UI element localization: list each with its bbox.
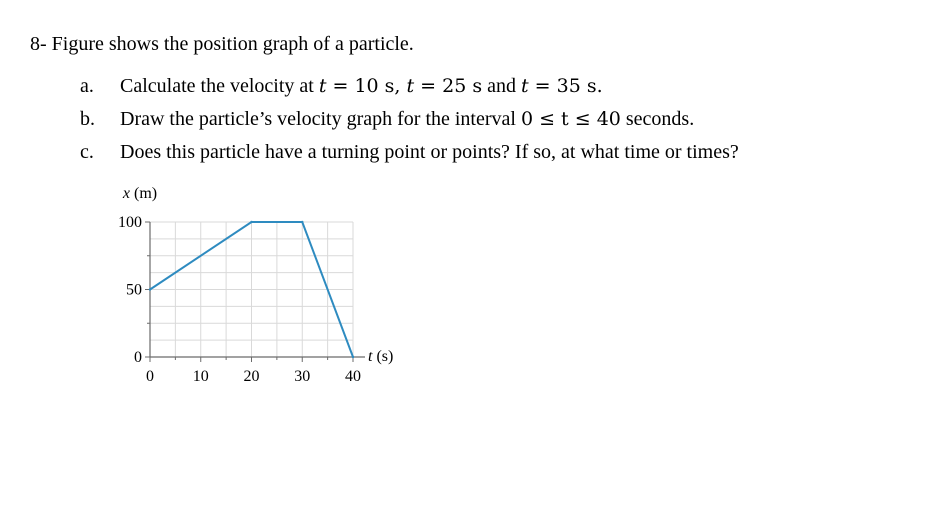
question-title: 8- Figure shows the position graph of a particle.	[30, 33, 414, 55]
item-c-text: Does this particle have a turning point or points? If so, at what time or times?	[120, 141, 739, 163]
math-rest: = 25 s	[414, 75, 483, 97]
item-a-and: and	[482, 75, 521, 97]
data-point	[149, 288, 151, 290]
y-axis-label	[122, 185, 157, 202]
ticks	[118, 214, 361, 385]
grid	[150, 222, 353, 357]
item-b-prefix: Draw the particle’s velocity graph for the interval	[120, 108, 521, 130]
y-tick-label: 0	[134, 349, 142, 366]
x-tick-label: 30	[294, 368, 311, 385]
x-tick-label: 10	[192, 368, 209, 385]
x-axis-label	[368, 348, 393, 365]
data-point	[250, 221, 252, 223]
item-a-prefix: Calculate the velocity at	[120, 75, 319, 97]
math-var: t	[406, 75, 415, 97]
item-b-math: 0 ≤ t ≤ 40	[520, 108, 621, 130]
data-point	[352, 356, 354, 358]
item-b-suffix: seconds.	[620, 108, 695, 130]
x-axis-label-var: t	[368, 348, 373, 365]
y-axis-label-var: x	[122, 185, 130, 202]
math-rest: = 10 s,	[326, 75, 407, 97]
x-tick-label: 20	[243, 368, 260, 385]
math-var: t	[318, 75, 327, 97]
x-axis-label-unit: (s)	[372, 348, 394, 365]
item-letter: a.	[80, 75, 94, 97]
math-var: t	[521, 75, 529, 97]
math-rest: = 35 s.	[528, 75, 603, 97]
y-axis-label-unit: (m)	[130, 185, 158, 202]
y-tick-label: 100	[118, 214, 142, 231]
data-point	[301, 221, 303, 223]
y-tick-label: 50	[126, 281, 142, 299]
item-letter: b.	[80, 108, 95, 130]
item-letter: c.	[80, 141, 94, 163]
x-tick-label: 0	[146, 368, 154, 385]
x-tick-label: 40	[345, 368, 361, 385]
